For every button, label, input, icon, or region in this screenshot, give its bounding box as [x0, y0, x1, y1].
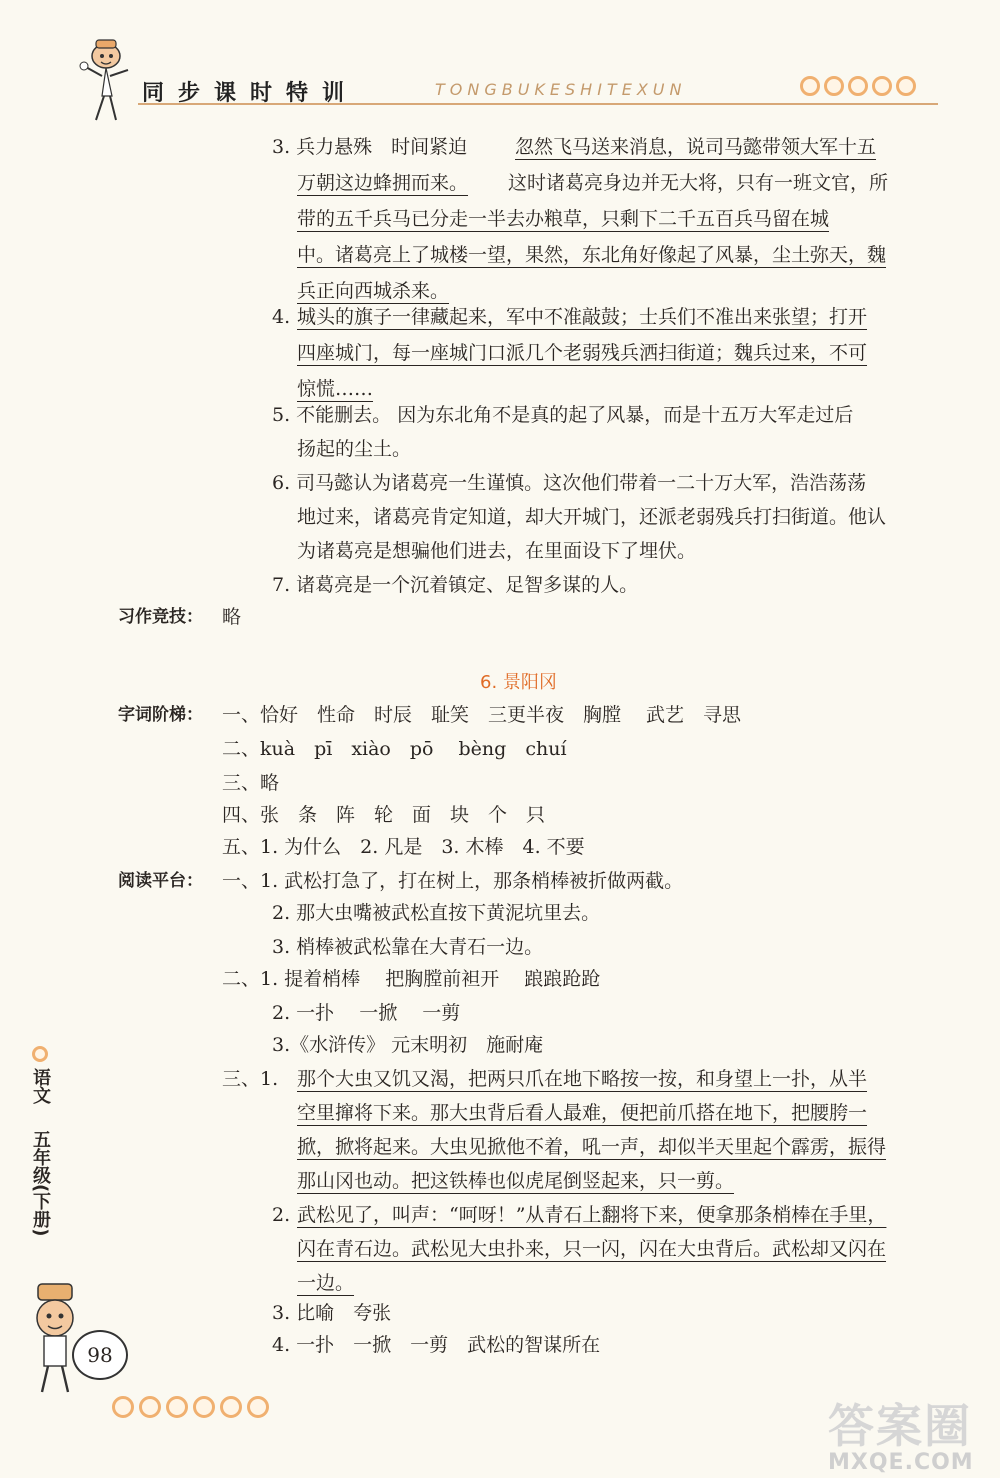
- answer-line: 6. 司马懿认为诸葛亮一生谨慎。这次他们带着一二十万大军，浩浩荡荡: [272, 472, 867, 494]
- section-label: 习作竞技：: [118, 607, 203, 627]
- mascot-pencil-icon: [72, 36, 134, 126]
- answer-line-underlined: 武松见了，叫声：“呵呀！”从青石上翻将下来，便拿那条梢棒在手里，: [297, 1204, 887, 1226]
- watermark-cn: 答案圈: [828, 1399, 972, 1453]
- answer-line: 四、张 条 阵 轮 面 块 个 只: [222, 804, 546, 826]
- answer-line-underlined: 忽然飞马送来消息，说司马懿带领大军十五: [515, 136, 877, 158]
- ring-icon: [193, 1396, 215, 1418]
- answer-line: 二、kuà pī xiào pō bèng chuí: [222, 738, 567, 760]
- answer-line: 这时诸葛亮身边并无大将，只有一班文官，所: [508, 172, 889, 194]
- answer-line: 3. 梢棒被武松靠在大青石一边。: [272, 936, 544, 958]
- header-divider: [138, 103, 938, 105]
- answer-line-underlined: 空里撺将下来。那大虫背后看人最难，便把前爪搭在地下，把腰胯一: [297, 1102, 868, 1124]
- ring-icon: [872, 76, 892, 96]
- ring-icon: [220, 1396, 242, 1418]
- answer-line: 三、略: [222, 772, 280, 794]
- answer-line: 3. 兵力悬殊 时间紧迫: [272, 136, 487, 158]
- answer-line-underlined: 那山冈也动。把这铁棒也似虎尾倒竖起来，只一剪。: [297, 1170, 735, 1192]
- answer-line: 3.《水浒传》 元末明初 施耐庵: [272, 1034, 544, 1056]
- watermark-en: MXQE.COM: [828, 1450, 974, 1475]
- ring-icon: [32, 1046, 48, 1062]
- ring-icon: [166, 1396, 188, 1418]
- answer-line: 五、1. 为什么 2. 凡是 3. 木棒 4. 不要: [222, 836, 585, 858]
- answer-line: 地过来，诸葛亮肯定知道，却大开城门，还派老弱残兵打扫街道。他认: [297, 506, 887, 528]
- section-title: 6. 景阳冈: [480, 672, 557, 693]
- answer-line-underlined: 一边。: [297, 1272, 355, 1294]
- ring-icon: [800, 76, 820, 96]
- answer-line: 3. 比喻 夸张: [272, 1302, 392, 1324]
- answer-line-underlined: 万朝这边蜂拥而来。: [297, 172, 469, 194]
- answer-line-underlined: 带的五千兵马已分走一半去办粮草，只剩下二千五百兵马留在城: [297, 208, 830, 230]
- ring-icon: [112, 1396, 134, 1418]
- answer-line: 扬起的尘土。: [297, 438, 412, 460]
- ring-icon: [848, 76, 868, 96]
- side-grade: 五年级(下册): [30, 1130, 51, 1237]
- answer-line-underlined: 掀，掀将起来。大虫见掀他不着，吼一声，却似半天里起个霹雳，振得: [297, 1136, 887, 1158]
- answer-line: 为诸葛亮是想骗他们进去，在里面设下了埋伏。: [297, 540, 697, 562]
- section-label: 字词阶梯：: [118, 705, 203, 725]
- footer-decoration: [112, 1396, 269, 1418]
- section-label: 阅读平台：: [118, 871, 203, 891]
- answer-line-underlined: 闪在青石边。武松见大虫扑来，只一闪，闪在大虫背后。武松却又闪在: [297, 1238, 887, 1260]
- watermark: [828, 1390, 974, 1475]
- header-pinyin: TONGBUKESHITEXUN: [435, 80, 687, 99]
- answer-line-underlined: 四座城门，每一座城门口派几个老弱残兵洒扫街道；魏兵过来，不可: [297, 342, 868, 364]
- answer-line: 5. 不能删去。 因为东北角不是真的起了风暴，而是十五万大军走过后: [272, 404, 854, 426]
- answer-line: 4. 一扑 一掀 一剪 武松的智谋所在: [272, 1334, 601, 1356]
- answer-line-underlined: 城头的旗子一律藏起来，军中不准敲鼓；士兵们不准出来张望；打开: [297, 306, 868, 328]
- page-number: 98: [72, 1330, 128, 1380]
- ring-icon: [139, 1396, 161, 1418]
- answer-line: 一、1. 武松打急了，打在树上，那条梢棒被折做两截。: [222, 870, 684, 892]
- answer-line: 二、1. 提着梢棒 把胸膛前袒开 踉踉跄跄: [222, 968, 601, 990]
- answer-line: 一、恰好 性命 时辰 耻笑 三更半夜 胸膛 武艺 寻思: [222, 704, 742, 726]
- answer-line: 2. 一扑 一掀 一剪: [272, 1002, 461, 1024]
- answer-line-underlined: 兵正向西城杀来。: [297, 280, 450, 302]
- ring-icon: [824, 76, 844, 96]
- ring-icon: [247, 1396, 269, 1418]
- answer-line: 2. 那大虫嘴被武松直按下黄泥坑里去。: [272, 902, 601, 924]
- answer-line: 4.: [272, 306, 291, 328]
- answer-line-underlined: 那个大虫又饥又渴，把两只爪在地下略按一按，和身望上一扑，从半: [297, 1068, 868, 1090]
- answer-line: 略: [222, 606, 242, 628]
- answer-line: 7. 诸葛亮是一个沉着镇定、足智多谋的人。: [272, 574, 639, 596]
- answer-line: 三、1.: [222, 1068, 279, 1090]
- answer-line: 2.: [272, 1204, 291, 1226]
- header-title: 同步课时特训: [142, 81, 359, 106]
- ring-icon: [896, 76, 916, 96]
- header-decoration: [800, 76, 916, 96]
- answer-line-underlined: 惊慌……: [297, 378, 374, 400]
- side-subject: 语文: [30, 1068, 51, 1104]
- answer-line-underlined: 中。诸葛亮上了城楼一望，果然，东北角好像起了风暴，尘土弥天，魏: [297, 244, 887, 266]
